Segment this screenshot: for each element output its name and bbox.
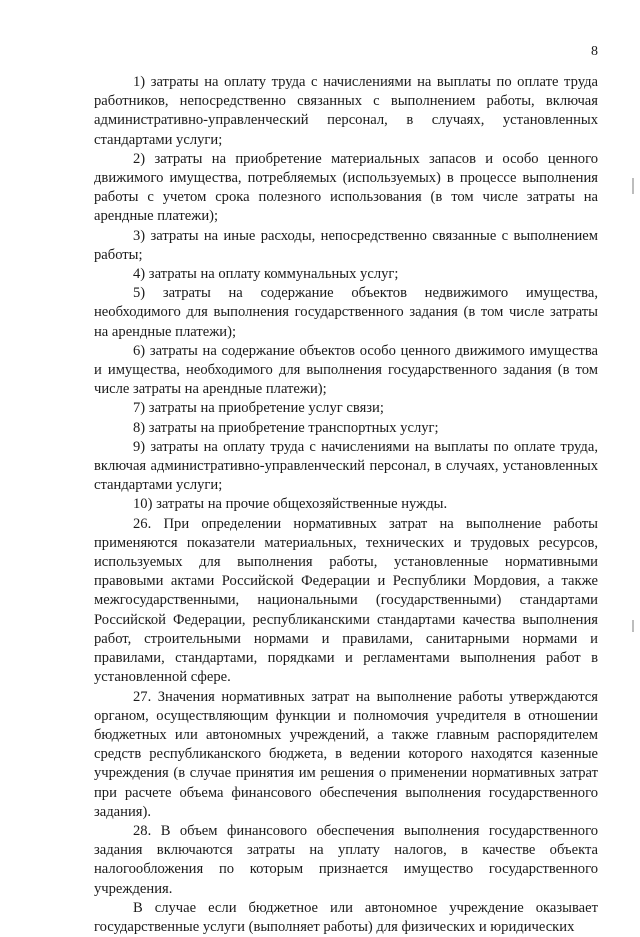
list-item-8: 8) затраты на приобретение транспортных услуг; [133, 419, 439, 436]
list-item-3: 3) затраты на иные расходы, непосредственно связанные с выполнением работы; [94, 227, 598, 263]
list-item-1: 1) затраты на оплату труда с начислениями на выплаты по оплате труда работников, непосредственно связанных с выполнением работы, включая административно-управленческий персонал, в случаях, установленных стандартами услуги; [94, 74, 598, 148]
list-item-7: 7) затраты на приобретение услуг связи; [133, 400, 384, 417]
list-item-6: 6) затраты на содержание объектов особо ценного движимого имущества и имущества, необходимого для выполнения государственного задания (в том числе затраты на арендные платежи); [94, 342, 598, 398]
list-item-10: 10) затраты на прочие общехозяйственные нужды. [133, 496, 448, 513]
clause-26: 26. При определении нормативных затрат на выполнение работы применяются показатели материальных, технических и трудовых ресурсов, используемых для выполнения работы, установленные нормативными правовыми актами Российской Федерации и Республики Мордовия, а также межгосударственными, национальными (государственными) стандартами Российской Федерации, республиканскими стандартами качества выполнения работ, строительными нормами и правилами, санитарными нормами и правилами, стандартами, порядками и регламентами выполнения работ в установленной сфере. [94, 515, 598, 686]
list-item-4: 4) затраты на оплату коммунальных услуг; [133, 266, 399, 283]
clause-28-continuation: В случае если бюджетное или автономное учреждение оказывает государственные услуги (выполняет работы) для физических и юридических [94, 899, 598, 935]
document-body [94, 73, 598, 937]
page-number: 8 [591, 44, 598, 59]
clause-27: 27. Значения нормативных затрат на выполнение работы утверждаются органом, осуществляющим функции и полномочия учредителя в отношении бюджетных или автономных учреждений, а также главным распорядителем средств республиканского бюджета, в ведении которого находятся казенные учреждения (в случае принятия им решения о применении нормативных затрат при расчете объема финансового обеспечения выполнения государственного задания). [94, 688, 598, 820]
list-item-5: 5) затраты на содержание объектов недвижимого имущества, необходимого для выполнения государственного задания (в том числе затраты на арендные платежи); [94, 285, 598, 340]
list-item-2: 2) затраты на приобретение материальных запасов и особо ценного движимого имущества, потребляемых (используемых) в процессе выполнения работы с учетом срока полезного использования (в том числе затраты на арендные платежи); [94, 150, 598, 225]
list-item-9: 9) затраты на оплату труда с начислениями на выплаты по оплате труда, включая административно-управленческий персонал, в случаях, установленных стандартами услуги; [94, 438, 598, 494]
clause-28: 28. В объем финансового обеспечения выполнения государственного задания включаются затраты на уплату налогов, в качестве объекта налогообложения по которым признается имущество государственного учреждения. [94, 822, 598, 897]
scan-edge-mark [632, 178, 634, 194]
scan-edge-mark [632, 620, 634, 632]
